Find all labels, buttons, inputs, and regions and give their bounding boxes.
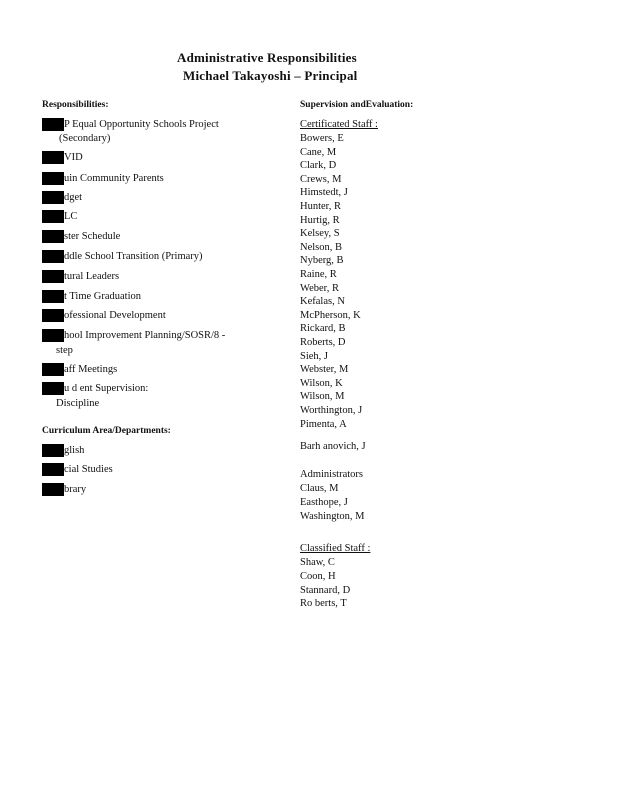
redaction-bar [42,250,64,263]
list-item: Worthington, J [300,405,363,416]
list-item: hool Improvement Planning/SOSR/8 - [64,330,226,341]
redaction-bar [42,382,64,395]
redaction-bar [42,483,64,496]
list-item: Barh anovich, J [300,441,366,452]
administrators-label: Administrators [300,469,363,480]
list-item: Shaw, C [300,557,335,568]
list-item: Roberts, D [300,337,346,348]
redaction-bar [42,444,64,457]
list-item: Ro berts, T [300,598,347,610]
list-item: uin Community Parents [64,173,164,184]
list-item: tural Leaders [64,271,120,282]
list-item: Bowers, E [300,133,344,144]
certificated-staff-label: Certificated Staff : [300,119,378,130]
list-item: VID [64,152,83,163]
list-item: step [56,345,73,356]
list-item: Coon, H [300,570,336,582]
page-subtitle: Michael Takayoshi – Principal [183,68,358,83]
list-item: Crews, M [300,173,342,185]
page-title: Administrative Responsibilities [177,50,357,65]
list-item: Kefalas, N [300,296,345,308]
redaction-bar [42,172,64,185]
list-item: Cane, M [300,146,337,158]
redaction-bar [42,191,64,204]
list-item: (Secondary) [59,133,111,144]
redaction-bar [42,118,64,131]
redaction-bar [42,463,64,476]
list-item: Sieh, J [300,350,329,362]
list-item: cial Studies [64,464,113,475]
list-item: brary [64,484,87,495]
list-item: Easthope, J [300,497,348,508]
list-item: Weber, R [300,282,339,294]
list-item: Discipline [56,398,100,409]
redaction-bar [42,329,64,342]
list-item: Washington, M [300,511,365,522]
supervision-heading: Supervision andEvaluation: [300,100,414,110]
list-item: Hurtig, R [300,214,340,226]
list-item: ofessional Development [64,310,166,321]
redaction-bar [42,290,64,303]
redaction-bar [42,363,64,376]
list-item: t Time Graduation [64,291,142,302]
list-item: Clark, D [300,160,337,172]
list-item: Stannard, D [300,584,351,596]
list-item: Kelsey, S [300,228,340,240]
list-item: Hunter, R [300,201,341,212]
list-item: Webster, M [300,364,349,376]
redaction-bar [42,270,64,283]
redaction-bar [42,151,64,164]
list-item: aff Meetings [64,364,118,375]
list-item: LC [64,211,78,222]
classified-staff-label: Classified Staff : [300,543,371,554]
redaction-bar [42,309,64,322]
list-item: ster Schedule [64,231,121,242]
redaction-bar [42,230,64,243]
list-item: u d ent Supervision: [64,383,149,394]
redaction-bar [42,210,64,223]
list-item: Nyberg, B [300,255,344,267]
list-item: Himstedt, J [300,187,348,199]
list-item: dget [64,192,83,203]
list-item: ddle School Transition (Primary) [64,251,203,262]
curriculum-heading: Curriculum Area/Departments: [42,426,171,436]
list-item: McPherson, K [300,309,361,321]
responsibilities-heading: Responsibilities: [42,100,109,110]
list-item: Rickard, B [300,323,346,335]
list-item: glish [64,445,85,456]
list-item: Wilson, K [300,377,343,389]
list-item: Raine, R [300,269,337,280]
list-item: Wilson, M [300,391,345,403]
list-item: P Equal Opportunity Schools Project [64,119,219,130]
list-item: Pimenta, A [300,418,347,430]
list-item: Nelson, B [300,241,342,253]
list-item: Claus, M [300,483,339,494]
